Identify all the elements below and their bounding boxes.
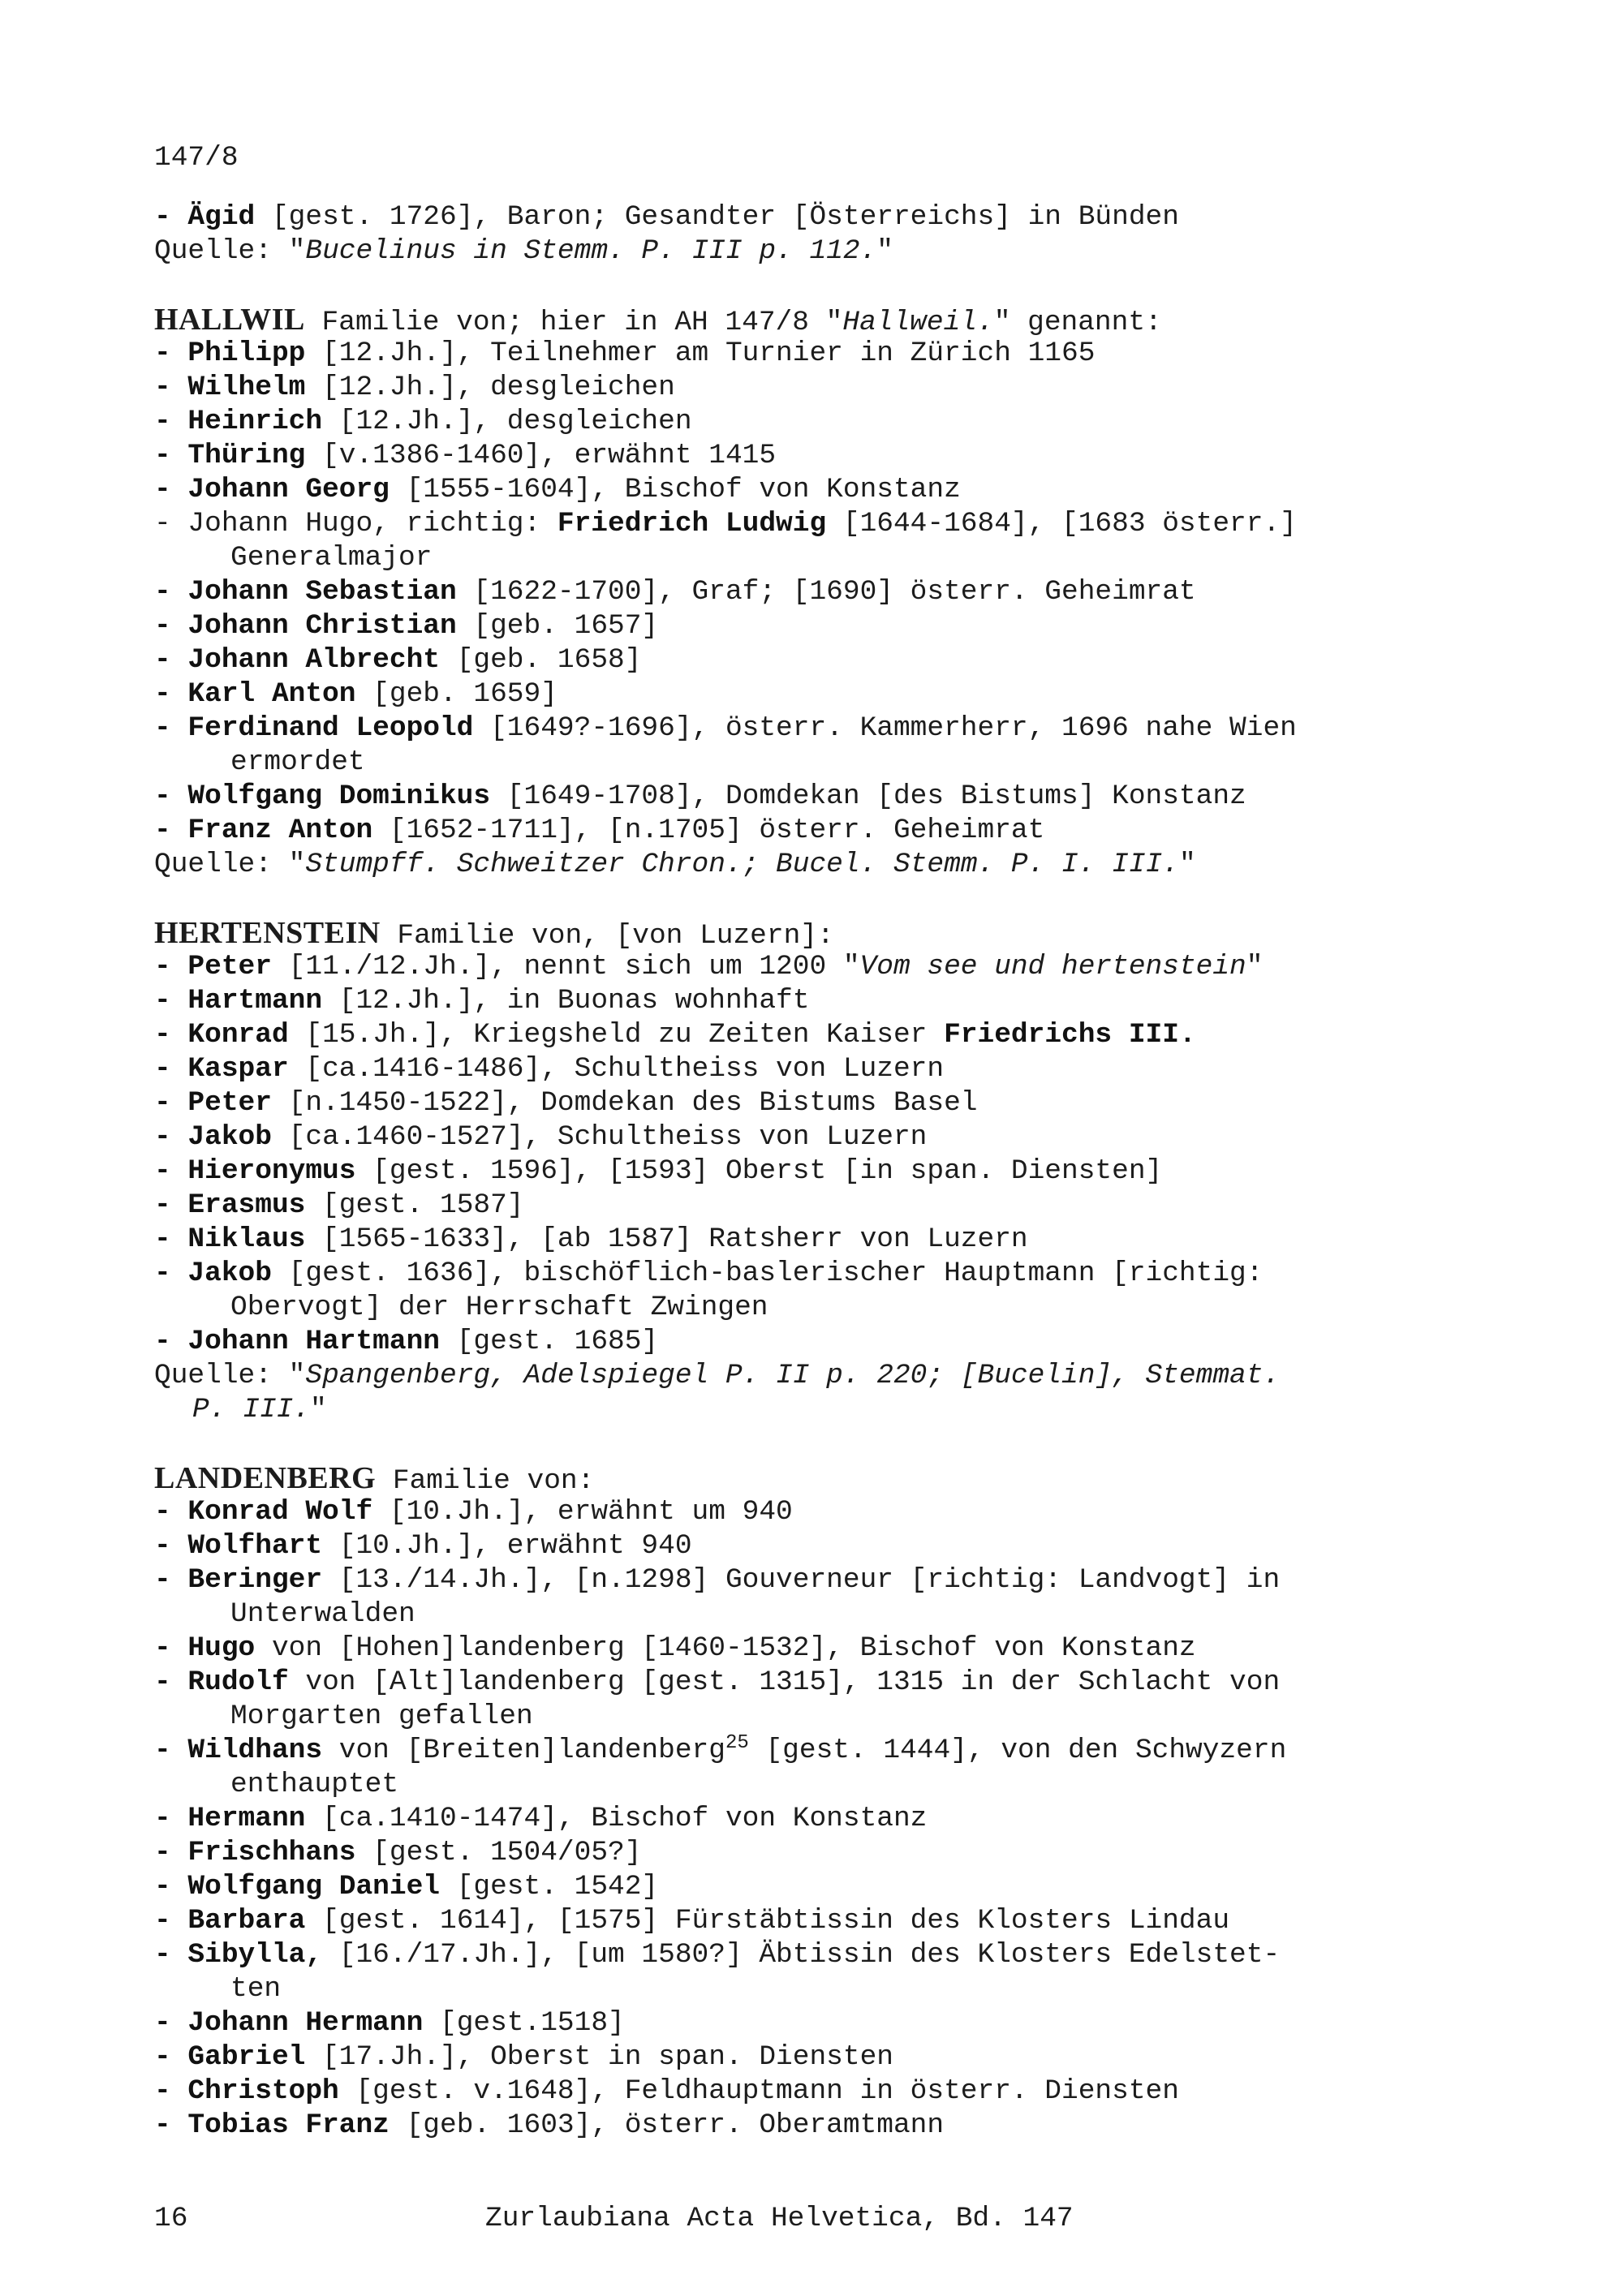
entry-name: Philipp [187, 338, 306, 369]
entry-line: - Franz Anton [1652-1711], [n.1705] österr. Geheimrat [154, 815, 1045, 846]
entry-line: - Barbara [gest. 1614], [1575] Fürstäbtissin des Klosters Lindau [154, 1905, 1230, 1937]
source-citation: Spangenberg, Adelspiegel P. II p. 220; [Bucelin], Stemmat. [305, 1360, 1281, 1391]
entry-line: - Ferdinand Leopold [1649?-1696], österr. Kammerherr, 1696 nahe Wien [154, 712, 1297, 744]
entry-line: - Wolfgang Daniel [gest. 1542] [154, 1871, 659, 1903]
source-line-continuation: P. III." [192, 1394, 327, 1425]
entry-line: - Gabriel [17.Jh.], Oberst in span. Diensten [154, 2041, 893, 2073]
entry-name: Franz Anton [187, 815, 373, 846]
entry-line: - Konrad [15.Jh.], Kriegsheld zu Zeiten Kaiser Friedrichs III. [154, 1019, 1196, 1051]
entry-name: Jakob [187, 1258, 272, 1289]
entry-name: Karl Anton [187, 678, 356, 710]
entry-line: - Jakob [ca.1460-1527], Schultheiss von Luzern [154, 1121, 928, 1153]
entry-line: - Karl Anton [geb. 1659] [154, 678, 558, 710]
entry-line: - Sibylla, [16./17.Jh.], [um 1580?] Äbtissin des Klosters Edelstet- [154, 1939, 1281, 1971]
spacer [154, 882, 1582, 916]
entry-line: - Johann Georg [1555-1604], Bischof von Konstanz [154, 474, 961, 505]
source-citation: Stumpff. Schweitzer Chron.; Bucel. Stemm. P. I. III. [305, 849, 1179, 880]
entry-line: - Rudolf von [Alt]landenberg [gest. 1315], 1315 in der Schlacht von [154, 1666, 1281, 1698]
entry-name: Peter [187, 951, 272, 982]
entry-name: Beringer [187, 1564, 323, 1596]
entry-line: - Hugo von [Hohen]landenberg [1460-1532], Bischof von Konstanz [154, 1632, 1196, 1664]
entry-continuation: Unterwalden [230, 1598, 415, 1630]
section-title: HERTENSTEIN [154, 916, 381, 950]
entry-name: Konrad [187, 1019, 289, 1051]
entry-name: Tobias Franz [187, 2109, 390, 2141]
entry-name: Hermann [187, 1803, 306, 1834]
entry-line: - Johann Hermann [gest.1518] [154, 2007, 625, 2039]
entry-line: - Peter [n.1450-1522], Domdekan des Bistums Basel [154, 1087, 978, 1119]
entry-line: - Johann Albrecht [geb. 1658] [154, 644, 642, 676]
entry-line: - Johann Sebastian [1622-1700], Graf; [1690] österr. Geheimrat [154, 576, 1196, 608]
entry-line: - Wolfhart [10.Jh.], erwähnt 940 [154, 1530, 692, 1562]
entry-line: - Wildhans von [Breiten]landenberg$^{25}$ [gest. 1444], von den Schwyzern [154, 1732, 1287, 1766]
page-header: 147/8 [154, 142, 239, 174]
entry-name: Friedrich Ludwig [557, 508, 827, 540]
entry-name: Johann Hermann [187, 2007, 424, 2039]
section-heading-hallwil: HALLWIL Familie von; hier in AH 147/8 "Hallweil." genannt: [154, 303, 1162, 338]
spacer [154, 1427, 1582, 1461]
hertenstein-entries [154, 1052, 1582, 1359]
entry-name: Thüring [187, 440, 306, 471]
entry-line: - Heinrich [12.Jh.], desgleichen [154, 406, 692, 437]
landenberg-entries [154, 1495, 1582, 1734]
source-line: Quelle: "Spangenberg, Adelspiegel P. II p. 220; [Bucelin], Stemmat. [154, 1360, 1281, 1391]
entry-name: Erasmus [187, 1189, 306, 1221]
entry-name: Hieronymus [187, 1155, 356, 1187]
entry-line: - Kaspar [ca.1416-1486], Schultheiss von Luzern [154, 1053, 945, 1085]
entry-name: Hugo [187, 1632, 256, 1664]
entry-line: - Niklaus [1565-1633], [ab 1587] Ratsherr von Luzern [154, 1223, 1028, 1255]
entry-name: Jakob [187, 1121, 272, 1153]
entry-line: - Wolfgang Dominikus [1649-1708], Domdekan [des Bistums] Konstanz [154, 780, 1246, 812]
entry-name: Johann Christian [187, 610, 457, 642]
source-citation: Bucelinus in Stemm. P. III p. 112. [305, 235, 877, 267]
spacer [154, 269, 1582, 303]
entry-line: - Frischhans [gest. 1504/05?] [154, 1837, 642, 1868]
entry-name: Gabriel [187, 2041, 306, 2073]
source-line: Quelle: "Stumpff. Schweitzer Chron.; Bucel. Stemm. P. I. III." [154, 849, 1196, 880]
entry-continuation: Morgarten gefallen [230, 1701, 533, 1732]
entry-name: Heinrich [187, 406, 323, 437]
entry-continuation: enthauptet [230, 1769, 399, 1800]
source-line: Quelle: "Bucelinus in Stemm. P. III p. 112." [154, 235, 893, 267]
entry-line: - Hieronymus [gest. 1596], [1593] Oberst [in span. Diensten] [154, 1155, 1163, 1187]
entry-name: Niklaus [187, 1223, 306, 1255]
section-title: HALLWIL [154, 303, 305, 337]
footer-page-number: 16 [154, 2203, 188, 2234]
entry-line: - Johann Hugo, richtig: Friedrich Ludwig [1644-1684], [1683 österr.] [154, 508, 1297, 540]
entry-line: - Johann Hartmann [gest. 1685] [154, 1326, 659, 1357]
entry-name: Ferdinand Leopold [187, 712, 474, 744]
entry-name: Wolfgang Dominikus [187, 780, 491, 812]
entry-name: Wolfhart [187, 1530, 323, 1562]
footnote-marker: 25 [725, 1732, 749, 1754]
section-title: LANDENBERG [154, 1461, 377, 1495]
entry-name: Wolfgang Daniel [187, 1871, 440, 1903]
entry-line: - Ägid [gest. 1726], Baron; Gesandter [Österreichs] in Bünden [154, 201, 1179, 233]
entry-name: Wildhans [187, 1735, 323, 1766]
entry-line: - Hartmann [12.Jh.], in Buonas wohnhaft [154, 985, 810, 1017]
entry-name: Rudolf [187, 1666, 289, 1698]
section-heading-landenberg: LANDENBERG Familie von: [154, 1461, 595, 1497]
section-heading-hertenstein: HERTENSTEIN Familie von, [von Luzern]: [154, 916, 834, 952]
entry-line: - Thüring [v.1386-1460], erwähnt 1415 [154, 440, 777, 471]
entry-name: Johann Albrecht [187, 644, 440, 676]
entry-line: - Erasmus [gest. 1587] [154, 1189, 524, 1221]
entry-name: Peter [187, 1087, 272, 1119]
entry-name: Johann Sebastian [187, 576, 457, 608]
entry-continuation: ten [230, 1973, 282, 2005]
entry-line: - Peter [11./12.Jh.], nennt sich um 1200 "Vom see und hertenstein" [154, 951, 1264, 982]
entry-line: - Philipp [12.Jh.], Teilnehmer am Turnier in Zürich 1165 [154, 338, 1096, 369]
landenberg-entries-continued [154, 1802, 1582, 2143]
entry-line: - Christoph [gest. v.1648], Feldhauptmann in österr. Diensten [154, 2075, 1179, 2107]
entry-line: - Beringer [13./14.Jh.], [n.1298] Gouverneur [richtig: Landvogt] in [154, 1564, 1281, 1596]
entry-name: Johann Hartmann [187, 1326, 440, 1357]
entry-line: - Konrad Wolf [10.Jh.], erwähnt um 940 [154, 1496, 793, 1528]
footer-title: Zurlaubiana Acta Helvetica, Bd. 147 [485, 2203, 1074, 2234]
entry-name: Christoph [187, 2075, 339, 2107]
entry-continuation: Obervogt] der Herrschaft Zwingen [230, 1292, 768, 1323]
entry-name: Konrad Wolf [187, 1496, 373, 1528]
entry-name: Johann Georg [187, 474, 390, 505]
content [154, 200, 1582, 2143]
entry-line: - Johann Christian [geb. 1657] [154, 610, 659, 642]
entry-line: - Hermann [ca.1410-1474], Bischof von Konstanz [154, 1803, 928, 1834]
entry-continuation: Generalmajor [230, 542, 433, 574]
entry-name: Barbara [187, 1905, 306, 1937]
entry-name: Kaspar [187, 1053, 289, 1085]
entry-line: - Jakob [gest. 1636], bischöflich-baslerischer Hauptmann [richtig: [154, 1258, 1264, 1289]
entry-name: Sibylla, [187, 1939, 323, 1971]
entry-name: Ägid [187, 201, 256, 233]
entry-name: Wilhelm [187, 372, 306, 403]
entry-line: - Tobias Franz [geb. 1603], österr. Oberamtmann [154, 2109, 945, 2141]
hallwil-entries [154, 337, 1582, 848]
entry-line: - Wilhelm [12.Jh.], desgleichen [154, 372, 675, 403]
entry-name: Hartmann [187, 985, 323, 1017]
entry-name: Frischhans [187, 1837, 356, 1868]
entry-continuation: ermordet [230, 746, 365, 778]
